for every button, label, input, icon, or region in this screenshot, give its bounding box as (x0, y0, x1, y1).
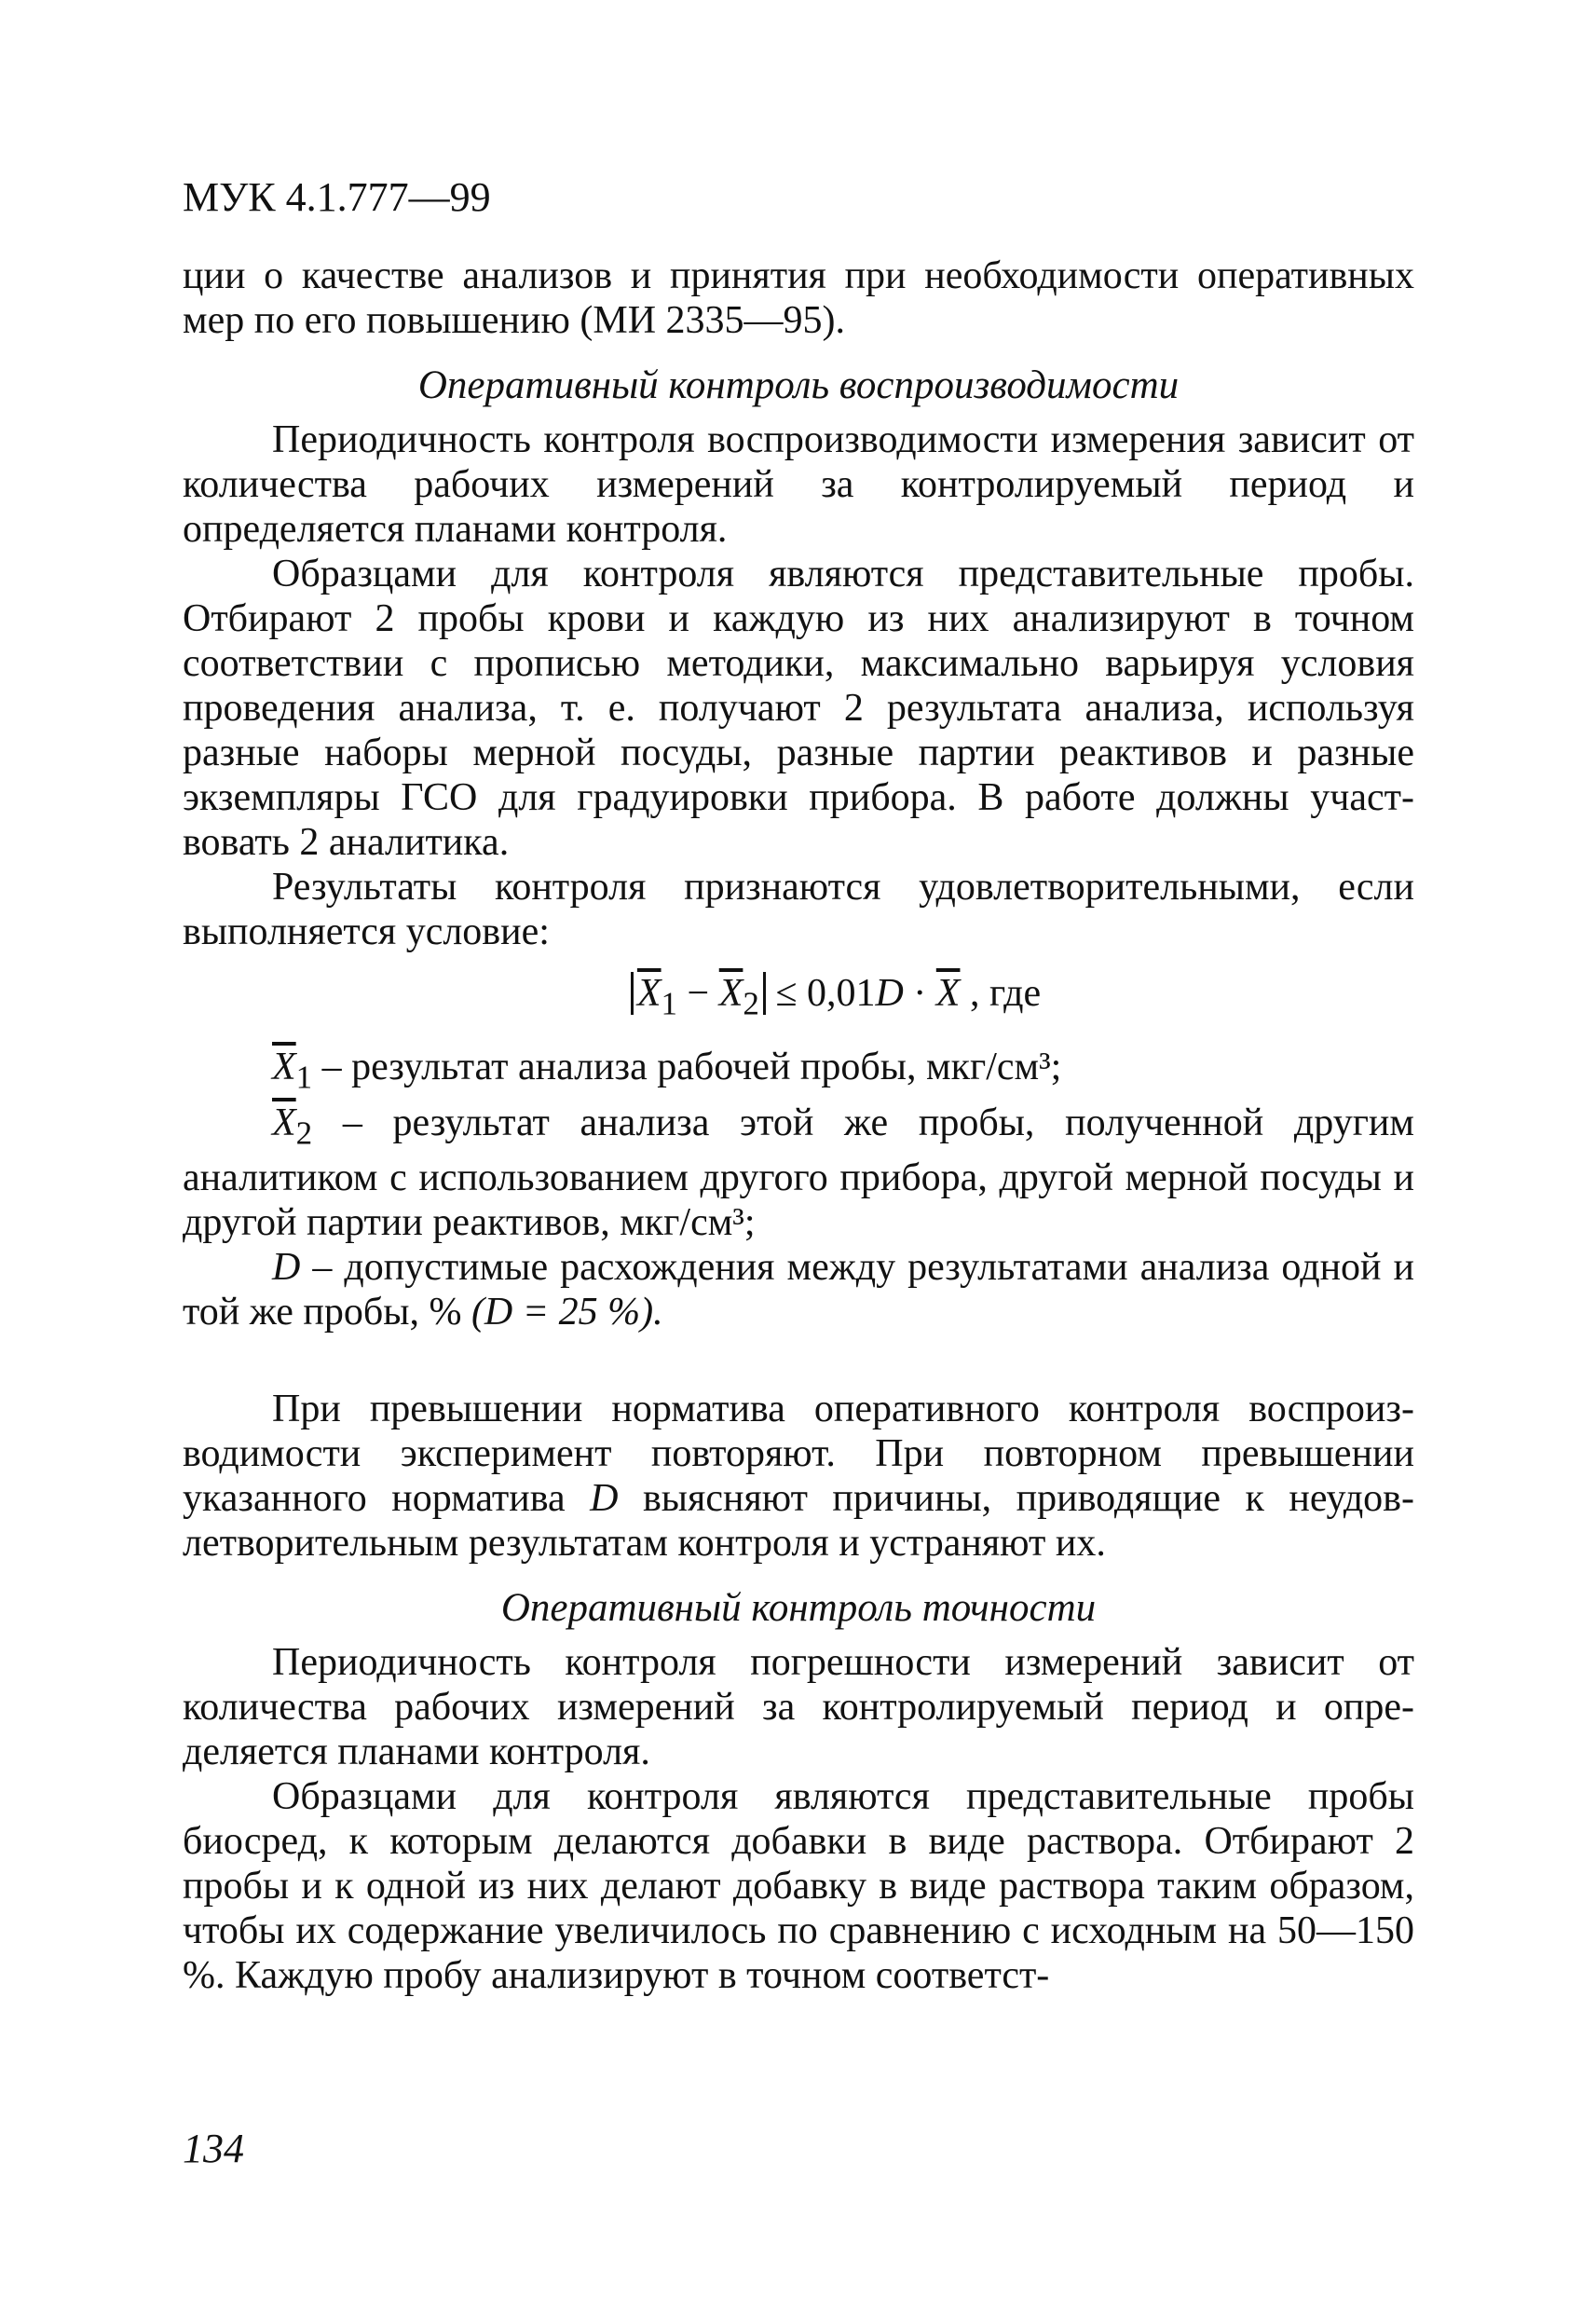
definition-x1-text: – результат анализа рабочей пробы, мкг/см³; (312, 1046, 1062, 1089)
formula-x2-sub: 2 (743, 985, 759, 1022)
formula-condition (183, 967, 1414, 1030)
formula-xbar: $\overline{X}$ (935, 972, 961, 1015)
paragraph-exceedance-text: При превышении норматива оперативного контроля воспроизводимости эксперимент повторяют. При повторном превышении указанного норматива (183, 1388, 1414, 1521)
formula-d: D (875, 972, 904, 1015)
paragraph-exceedance-d: D (590, 1477, 619, 1521)
formula-x1: $\overline{X}$ (636, 972, 662, 1015)
definition-x2-symbol: $\overline{X}$ (272, 1101, 296, 1144)
paragraph-accuracy-periodicity: Периодичность контроля погрешности измерений зависит от количества рабочих измерений за контролируемый период и определяется планами контроля. (183, 1641, 1414, 1774)
page-number: 134 (183, 2126, 244, 2171)
paragraph-exceedance-tail: выясняют причины, приводящие к неудовлетворительным результатам контроля и устраняют их. (183, 1477, 1415, 1566)
definition-d-text: – допустимые расхождения между результатами анализа одной и той же пробы, % (183, 1246, 1414, 1334)
formula-rhs: ≤ 0,01 (775, 972, 876, 1015)
formula-x1-sub: 1 (661, 985, 678, 1022)
section-heading-reproducibility: Оперативный контроль воспроизводимости (417, 363, 1180, 407)
formula-minus: − (677, 972, 719, 1015)
definition-x2-text: – результат анализа этой же пробы, полученной другим аналитиком с использованием другого прибора, другой мерной посуды и другой партии реактивов, мкг/см³; (183, 1101, 1414, 1245)
paragraph-accuracy-samples: Образцами для контроля являются представительные пробы биосред, к которым делаются добавки в виде раствора. Отбирают 2 пробы и к одной из них делают добавку в виде раствора таким образом, чтобы их содержание увеличилось по сравнению с исходным на 50—150 %. Каждую пробу анализируют в точном соответст- (183, 1775, 1414, 1998)
definition-x2 (183, 1101, 1414, 1245)
document-code-header: МУК 4.1.777—99 (183, 174, 491, 220)
formula-x2: $\overline{X}$ (718, 972, 743, 1015)
definition-x2-sub: 2 (295, 1115, 313, 1152)
section-heading-accuracy: Оперативный контроль точности (500, 1586, 1097, 1631)
paragraph-continuation: ции о качестве анализов и принятия при необходимости оперативных мер по его повышению (МИ 2335—95). (183, 254, 1414, 342)
definition-d-symbol: D (272, 1246, 301, 1290)
definition-x1-sub: 1 (295, 1059, 313, 1096)
paragraph-samples: Образцами для контроля являются представительные пробы. Отбирают 2 пробы крови и каждую из них анализируют в точном соответствии с прописью методики, максимально варьируя условия проведения анализа, т. е. получают 2 результата анализа, используя разные наборы мерной посуды, разные партии реактивов и разные экземпляры ГСО для градуировки прибора. В работе должны участвовать 2 аналитика. (183, 553, 1414, 864)
paragraph-periodicity: Периодичность контроля воспроизводимости измерения зависит от количества рабочих измерений за контролируемый период и определяется планами контроля. (183, 418, 1414, 551)
body-text (183, 253, 1414, 1998)
paragraph-exceedance (183, 1387, 1414, 1566)
formula-abs (631, 972, 766, 1022)
paragraph-condition: Результаты контроля признаются удовлетворительными, если выполняется условие: (183, 866, 1414, 953)
formula-tail: , где (960, 972, 1042, 1015)
definition-d (183, 1245, 1414, 1334)
definition-x1 (183, 1045, 1414, 1100)
formula-dot: · (903, 972, 936, 1015)
definition-d-value: (D = 25 %). (471, 1291, 663, 1334)
definition-x1-symbol: $\overline{X}$ (272, 1046, 296, 1089)
spacer (183, 1334, 1414, 1387)
